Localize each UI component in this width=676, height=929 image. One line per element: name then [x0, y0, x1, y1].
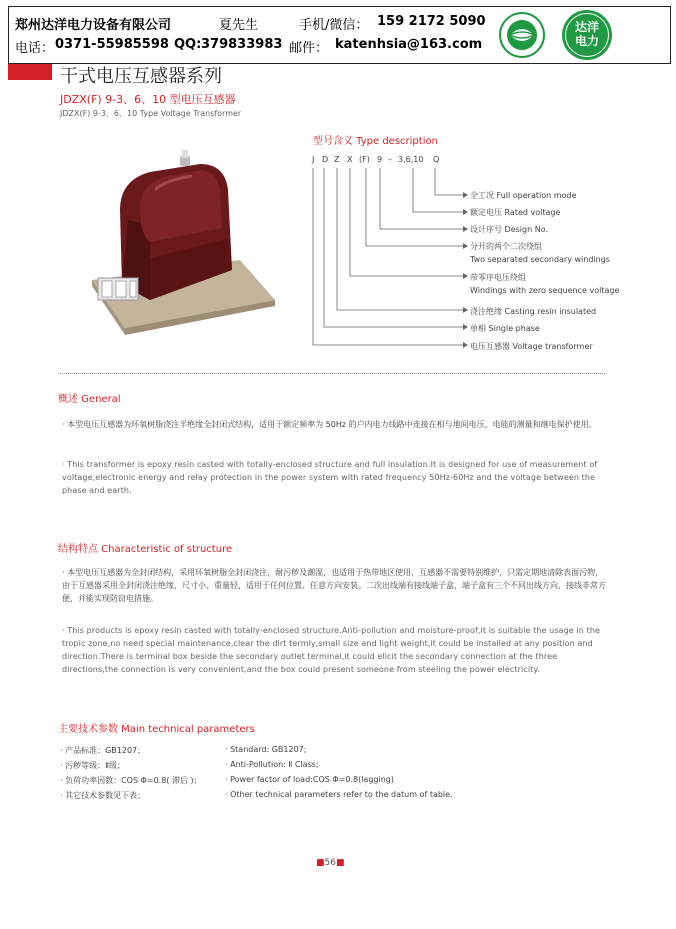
logo-text-1: 达洋 [574, 20, 599, 34]
param-en-pollution: · Anti-Pollution: Ⅱ Class; [225, 760, 319, 769]
td-item-full-operation: 全工况 Full operation mode [470, 191, 577, 200]
param-cn-pollution: · 污秽等级：Ⅱ级； [60, 761, 126, 770]
general-text-en: · This transformer is epoxy resin casted with totally-enclosed structure and full insulation.It is designed for use of measurement of voltage,electronic energy and relay protection in the power system with rated frequency 50Hz-60Hz and the voltage between the phase and earth. [62, 460, 598, 495]
params-title: 主要技术参数 Main technical parameters [58, 724, 255, 735]
series-title: 干式电压互感器系列 [60, 66, 222, 87]
param-cn-power-factor: · 负荷功率因数：COS Φ=0.8( 滞后 )； [60, 776, 202, 785]
structure-title: 结构特点 Characteristic of structure [58, 544, 233, 555]
code-char-dash: – [388, 155, 392, 164]
code-char-j: J [312, 155, 315, 164]
page-number-text: 56 [324, 858, 336, 868]
structure-text-cn: · 本型电压互感器为全封闭结构，采用环氧树脂全封闭浇注，耐污秽及潮湿，也适用于热带地区使用，互感器不需要特别维护，只需定期地清除表面污物，由于互感器采用全封闭浇注绝缘，尺寸小、重量轻，适用于任何位置、任意方向安装。二次出线端有接线端子盒，端子盒有三个不同出线方向，接线非常方便，并能实现防窃电措施。 [62, 568, 606, 603]
td-item-casting-resin: 浇注绝缘 Casting resin insulated [470, 307, 597, 316]
company-name: 郑州达洋电力设备有限公司 [15, 18, 172, 33]
param-en-standard: · Standard: GB1207; [225, 745, 307, 754]
code-char-z: Z [334, 155, 340, 164]
page-number [316, 858, 344, 868]
structure-text-en: · This products is epoxy resin casted with totally-enclosed structure.Anti-pollution and moisture-proof,it is suitable the usage in the tropic zone,no need special maintenance,clear the dirt termly,small size and light weight,it could be installed at any position and direction.There is terminal box beside the secondary outlet terminal,it could elicit the secondary connection at the three directions,the connection is very convenient,and the box could present someone from steeling the power electricity. [62, 626, 601, 674]
dayang-logo-icon [562, 10, 612, 60]
product-photo [80, 150, 280, 340]
qq-label: QQ: [174, 37, 202, 52]
td-item-single-phase: 单相 Single phase [470, 324, 540, 333]
general-text-cn: · 本型电压互感器为环氧树脂浇注半绝缘全封闭式结构，适用于额定频率为 50Hz 的户内电力线路中连接在相与地间电压、电能的测量和继电保护使用。 [62, 420, 597, 429]
logo-text-2: 电力 [574, 34, 599, 48]
email-label: 邮件： [289, 41, 329, 56]
state-grid-logo-icon [497, 10, 547, 60]
contact-person: 夏先生 [219, 18, 259, 33]
general-title: 概述 General [58, 394, 121, 405]
td-item-rated-voltage: 额定电压 Rated voltage [470, 208, 561, 217]
param-cn-standard: · 产品标准：GB1207； [60, 746, 146, 755]
qq-number: 379833983 [201, 37, 283, 52]
code-char-f: (F) [359, 155, 370, 164]
code-char-9: 9 [377, 155, 383, 164]
model-title-cn: JDZX(F) 9-3、6、10 型电压互感器 [60, 93, 236, 106]
page-marker-end-icon: ■ [335, 858, 345, 868]
section-divider [60, 373, 605, 374]
code-char-x: X [347, 155, 353, 164]
phone-number: 0371-55985598 [55, 37, 169, 52]
param-cn-other: · 其它技术参数见下表； [60, 791, 146, 800]
code-char-voltage: 3,6,10 [398, 155, 424, 164]
email-address: katenhsia@163.com [335, 37, 483, 52]
model-title-en: JDZX(F) 9-3、6、10 Type Voltage Transformer [60, 109, 242, 118]
param-en-other: · Other technical parameters refer to the datum of table. [225, 790, 453, 799]
param-en-power-factor: · Power factor of load:COS Φ=0.8(lagging) [225, 775, 394, 784]
td-item-voltage-transformer: 电压互感器 Voltage transformer [470, 342, 593, 351]
type-description-title: 型号含义 Type description [313, 136, 438, 147]
mobile-label: 手机/微信： [299, 18, 369, 33]
code-char-q: Q [433, 155, 440, 164]
contact-header [8, 6, 671, 64]
phone-label: 电话： [15, 41, 55, 56]
mobile-number: 159 2172 5090 [377, 14, 486, 29]
td-item-design-no: 设计序号 Design No. [470, 225, 548, 234]
page-marker-icon: ■ [316, 858, 325, 868]
code-char-d: D [322, 155, 329, 164]
title-accent-bar [8, 64, 52, 80]
td-item-secondary-windings: 分开的两个二次绕组 Two separated secondary windings [470, 242, 610, 264]
td-item-zero-sequence: 带零序电压绕组 Windings with zero sequence voltage [470, 273, 620, 295]
